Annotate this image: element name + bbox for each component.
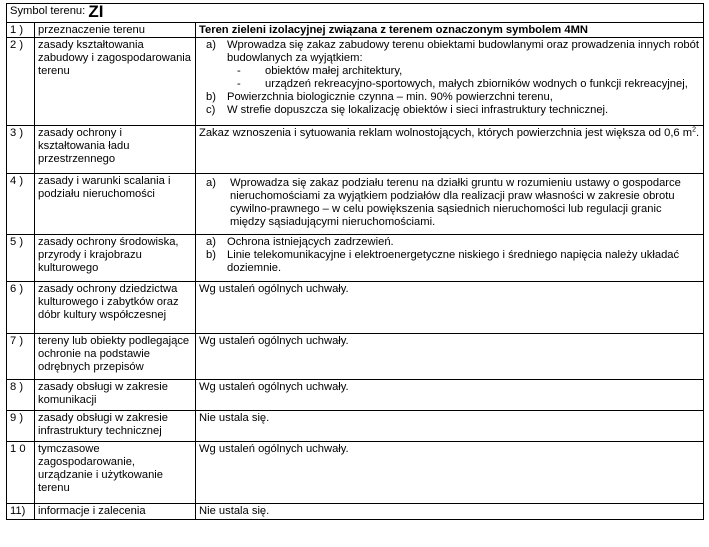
table-row — [7, 380, 704, 411]
list-text: obiektów małej architektury, — [265, 65, 403, 77]
table-row — [7, 442, 704, 504]
row-content: Nie ustala się. — [196, 504, 704, 520]
list-item — [199, 249, 700, 275]
list-item — [199, 39, 700, 65]
row-number: 11) — [7, 504, 35, 520]
list-item — [199, 65, 700, 78]
zoning-table — [6, 3, 704, 520]
list-text: Powierzchnia biologicznie czynna – min. 90% powierzchni terenu, — [227, 91, 553, 103]
row-content: Nie ustala się. — [196, 411, 704, 442]
list-marker: b) — [206, 249, 216, 261]
row-number: 1 0 — [7, 442, 35, 504]
row-content: Wg ustaleń ogólnych uchwały. — [196, 334, 704, 380]
list-text: urządzeń rekreacyjno-sportowych, małych zbiorników wodnych o funkcji rekreacyjnej, — [265, 78, 688, 90]
row-label: tymczasowe zagospodarowanie, urządzanie i użytkowanie terenu — [35, 442, 196, 504]
table-row — [7, 38, 704, 126]
row-label: informacje i zalecenia — [35, 504, 196, 520]
row-label: zasady ochrony dziedzictwa kulturowego i zabytków oraz dóbr kultury współczesnej — [35, 282, 196, 334]
table-row — [7, 126, 704, 174]
row-label: zasady kształtowania zabudowy i zagospodarowania terenu — [35, 38, 196, 126]
list-marker: a) — [206, 39, 216, 51]
list-item — [199, 104, 700, 117]
list-text: W strefie dopuszcza się lokalizację obiektów i sieci infrastruktury technicznej. — [227, 104, 609, 116]
table-row — [7, 282, 704, 334]
row-label: zasady i warunki scalania i podziału nieruchomości — [35, 174, 196, 235]
list-item — [199, 91, 700, 104]
table-row — [7, 504, 704, 520]
symbol-cell — [7, 4, 704, 23]
list-marker: b) — [206, 91, 216, 103]
row-number: 7 ) — [7, 334, 35, 380]
row-label: przeznaczenie terenu — [35, 23, 196, 38]
document-sheet — [6, 3, 703, 520]
row-content — [196, 38, 704, 126]
list-text: Wprowadza się zakaz podziału terenu na działki gruntu w rozumieniu ustawy o gospodarce nieruchomościami za wyjątkiem podziałów dla realizacji praw własności w zakresie obrotu cywilno-prawnego – w celu powiększenia sąsiednich nieruchomości lub regulacji granic między sąsiadującymi nieruchomościami. — [230, 177, 681, 228]
row-label: zasady ochrony środowiska, przyrody i krajobrazu kulturowego — [35, 235, 196, 282]
row-label: zasady ochrony i kształtowania ładu przestrzennego — [35, 126, 196, 174]
table-row — [7, 174, 704, 235]
list-item — [199, 78, 700, 91]
table-row — [7, 411, 704, 442]
row-number: 6 ) — [7, 282, 35, 334]
row-number: 5 ) — [7, 235, 35, 282]
list-item — [199, 236, 700, 249]
row-content: Wg ustaleń ogólnych uchwały. — [196, 442, 704, 504]
list-marker: - — [237, 65, 241, 77]
list-marker: c) — [206, 104, 216, 116]
row-number: 9 ) — [7, 411, 35, 442]
table-row — [7, 334, 704, 380]
row-content — [196, 235, 704, 282]
row-content-end: . — [696, 127, 700, 139]
row-content-superscript: 2 — [692, 126, 696, 134]
row-content: Wg ustaleń ogólnych uchwały. — [196, 380, 704, 411]
row-label: zasady obsługi w zakresie komunikacji — [35, 380, 196, 411]
row-content: Wg ustaleń ogólnych uchwały. — [196, 282, 704, 334]
list-marker: - — [237, 78, 241, 90]
row-content-text: Zakaz wznoszenia i sytuowania reklam wolnostojących, których powierzchnia jest większa od 0,6 m — [199, 127, 693, 139]
list-marker: a) — [206, 177, 216, 189]
list-text: Linie telekomunikacyjne i elektroenergetyczne niskiego i średniego napięcia należy układać doziemnie. — [227, 249, 680, 274]
row-number: 8 ) — [7, 380, 35, 411]
symbol-code: ZI — [88, 3, 104, 21]
row-number: 2 ) — [7, 38, 35, 126]
row-number: 4 ) — [7, 174, 35, 235]
list-item — [199, 177, 700, 229]
row-number: 3 ) — [7, 126, 35, 174]
list-text: Wprowadza się zakaz zabudowy terenu obiektami budowlanymi oraz prowadzenia innych robót budowlanych za wyjątkiem: — [227, 39, 699, 64]
row-content — [196, 126, 704, 174]
list-text: Ochrona istniejących zadrzewień. — [227, 236, 394, 248]
row-content: Teren zieleni izolacyjnej związana z terenem oznaczonym symbolem 4MN — [196, 23, 704, 38]
row-label: tereny lub obiekty podlegające ochronie na podstawie odrębnych przepisów — [35, 334, 196, 380]
row-number: 1 ) — [7, 23, 35, 38]
row-content — [196, 174, 704, 235]
table-row — [7, 235, 704, 282]
symbol-row — [7, 4, 704, 23]
table-row — [7, 23, 704, 38]
list-marker: a) — [206, 236, 216, 248]
symbol-label: Symbol terenu: — [10, 5, 86, 17]
row-label: zasady obsługi w zakresie infrastruktury technicznej — [35, 411, 196, 442]
